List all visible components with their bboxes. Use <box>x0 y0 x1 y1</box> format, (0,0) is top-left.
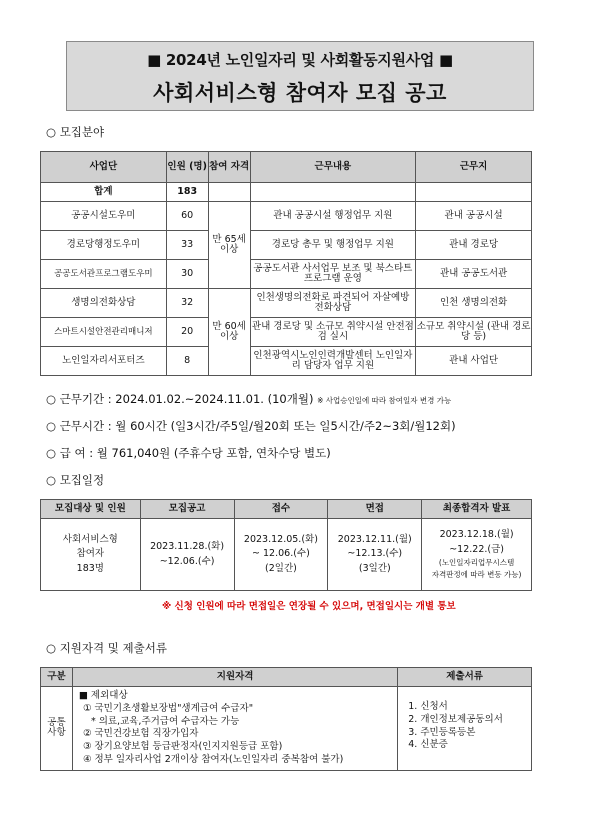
total-row <box>41 183 532 202</box>
date-line: ~12.13.(수) <box>347 548 403 560</box>
total-label: 합계 <box>41 183 167 202</box>
program-count: 33 <box>166 231 208 260</box>
title-box <box>66 41 534 111</box>
empty-cell <box>416 183 532 202</box>
table-header-row <box>41 500 532 519</box>
table-header-row <box>41 668 532 687</box>
qualifications-table <box>40 667 532 771</box>
document-item: 2. 개인정보제공동의서 <box>408 713 503 725</box>
date-line: 2023.11.28.(화) <box>150 541 225 553</box>
qualification-item: ② 국민건강보험 직장가입자 <box>82 728 199 740</box>
work-hours: ○ 근무시간 : 월 60시간 (일3시간/주5일/월20회 또는 일5시간/주2~3회/월12회) <box>46 419 456 433</box>
program-duty: 관내 공공시설 행정업무 지원 <box>250 202 416 231</box>
header-cell: 최종합격자 발표 <box>422 500 532 519</box>
header-cell: 참여 자격 <box>208 152 250 183</box>
date-line: (3일간) <box>358 562 391 574</box>
header-cell: 접수 <box>234 500 328 519</box>
work-period-text: ○ 근무기간 : 2024.01.02.~2024.11.01. (10개월) <box>46 392 314 406</box>
program-duty: 관내 경로당 및 소규모 취약시설 안전점검 실시 <box>250 318 416 347</box>
title-line1: ■ 2024년 노인일자리 및 사회활동지원사업 ■ <box>147 51 453 69</box>
program-duty: 공공도서관 사서업무 보조 및 북스타트 프로그램 운영 <box>250 260 416 289</box>
program-name: 생명의전화상담 <box>41 289 167 318</box>
category-line: 공통 <box>47 717 66 729</box>
date-line: ~12.06.(수) <box>159 555 215 567</box>
section-heading-qualifications: ○ 지원자격 및 제출서류 <box>46 641 167 655</box>
header-cell: 근무지 <box>416 152 532 183</box>
documents-cell <box>398 687 532 771</box>
document-item: 1. 신청서 <box>408 701 448 712</box>
header-cell: 구분 <box>41 668 73 687</box>
program-place: 관내 경로당 <box>416 231 532 260</box>
table-row <box>41 519 532 591</box>
total-count: 183 <box>166 183 208 202</box>
recruitment-fields-table <box>40 151 532 376</box>
date-line: 2023.12.11.(월) <box>337 534 412 546</box>
program-duty: 인천생명의전화로 파견되어 자살예방 전화상담 <box>250 289 416 318</box>
program-name: 공공도서관프로그램도우미 <box>41 260 167 289</box>
program-name: 경로당행정도우미 <box>41 231 167 260</box>
date-line: 2023.12.05.(화) <box>243 534 318 546</box>
program-name: 노인일자리서포터즈 <box>41 347 167 376</box>
result-note: 자격판정에 따라 변동 가능) <box>431 569 522 579</box>
program-place: 관내 공공도서관 <box>416 260 532 289</box>
receipt-cell <box>234 519 328 591</box>
table-row <box>41 202 532 231</box>
empty-cell <box>208 183 250 202</box>
header-cell: 근무내용 <box>250 152 416 183</box>
document-item: 3. 주민등록등본 <box>408 726 476 738</box>
qualification-item: ④ 정부 일자리사업 2개이상 참여자(노인일자리 중복참여 불가) <box>82 754 344 766</box>
header-cell: 모집공고 <box>140 500 234 519</box>
program-count: 20 <box>166 318 208 347</box>
work-period <box>46 391 451 407</box>
schedule-table <box>40 499 532 591</box>
header-cell: 면접 <box>328 500 422 519</box>
work-period-note: ※ 사업승인일에 따라 참여일자 변경 가능 <box>317 396 452 405</box>
target-line: 참여자 <box>76 548 105 560</box>
program-count: 60 <box>166 202 208 231</box>
interview-cell <box>328 519 422 591</box>
header-cell: 사업단 <box>41 152 167 183</box>
program-place: 인천 생명의전화 <box>416 289 532 318</box>
target-line: 183명 <box>76 562 104 574</box>
date-line: ~12.22.(금) <box>449 543 504 555</box>
table-header-row <box>41 152 532 183</box>
table-row <box>41 231 532 260</box>
eligibility-cell: 만 65세 이상 <box>208 202 250 289</box>
interview-notice: ※ 신청 인원에 따라 면접일은 연장될 수 있으며, 면접일시는 개별 통보 <box>162 601 456 612</box>
qualifications-cell <box>72 687 397 771</box>
table-row <box>41 260 532 289</box>
salary: ○ 급 여 : 월 761,040원 (주휴수당 포함, 연차수당 별도) <box>46 446 331 460</box>
document-item: 4. 신분증 <box>408 739 448 751</box>
target-line: 사회서비스형 <box>62 534 118 546</box>
header-cell: 지원자격 <box>72 668 397 687</box>
section-heading-schedule: ○ 모집일정 <box>46 473 105 487</box>
table-row <box>41 318 532 347</box>
qualification-item: ■ 제외대상 <box>78 690 128 701</box>
page-title: 사회서비스형 참여자 모집 공고 <box>153 81 447 105</box>
program-name: 스마트시설안전관리매니저 <box>41 318 167 347</box>
eligibility-cell: 만 60세 이상 <box>208 289 250 376</box>
program-place: 소규모 취약시설 (관내 경로당 등) <box>416 318 532 347</box>
program-name: 공공시설도우미 <box>41 202 167 231</box>
section-heading-fields: ○ 모집분야 <box>46 125 105 139</box>
table-row <box>41 347 532 376</box>
date-line: (2일간) <box>265 562 297 574</box>
qualification-item: ① 국민기초생활보장법"생계급여 수급자" <box>82 702 254 714</box>
program-duty: 경로당 총무 및 행정업무 지원 <box>250 231 416 260</box>
qualification-item: ③ 장기요양보험 등급판정자(인지지원등급 포함) <box>82 741 283 753</box>
table-row <box>41 289 532 318</box>
program-place: 관내 공공시설 <box>416 202 532 231</box>
program-place: 관내 사업단 <box>416 347 532 376</box>
target-cell <box>41 519 141 591</box>
program-duty: 인천광역시노인인력개발센터 노인일자리 담당자 업무 지원 <box>250 347 416 376</box>
category-line: 사항 <box>47 727 66 739</box>
result-cell <box>422 519 532 591</box>
header-cell: 인원 (명) <box>166 152 208 183</box>
program-count: 8 <box>166 347 208 376</box>
date-line: ~ 12.06.(수) <box>252 548 310 560</box>
category-cell <box>41 687 73 771</box>
empty-cell <box>250 183 416 202</box>
header-cell: 모집대상 및 인원 <box>41 500 141 519</box>
notice-period-cell <box>140 519 234 591</box>
date-line: 2023.12.18.(월) <box>439 529 514 541</box>
program-count: 32 <box>166 289 208 318</box>
qualification-item: * 의료,교육,주거급여 수급자는 가능 <box>90 715 240 727</box>
header-cell: 제출서류 <box>398 668 532 687</box>
program-count: 30 <box>166 260 208 289</box>
table-row <box>41 687 532 771</box>
result-note: (노인일자리업무시스템 <box>438 557 515 567</box>
